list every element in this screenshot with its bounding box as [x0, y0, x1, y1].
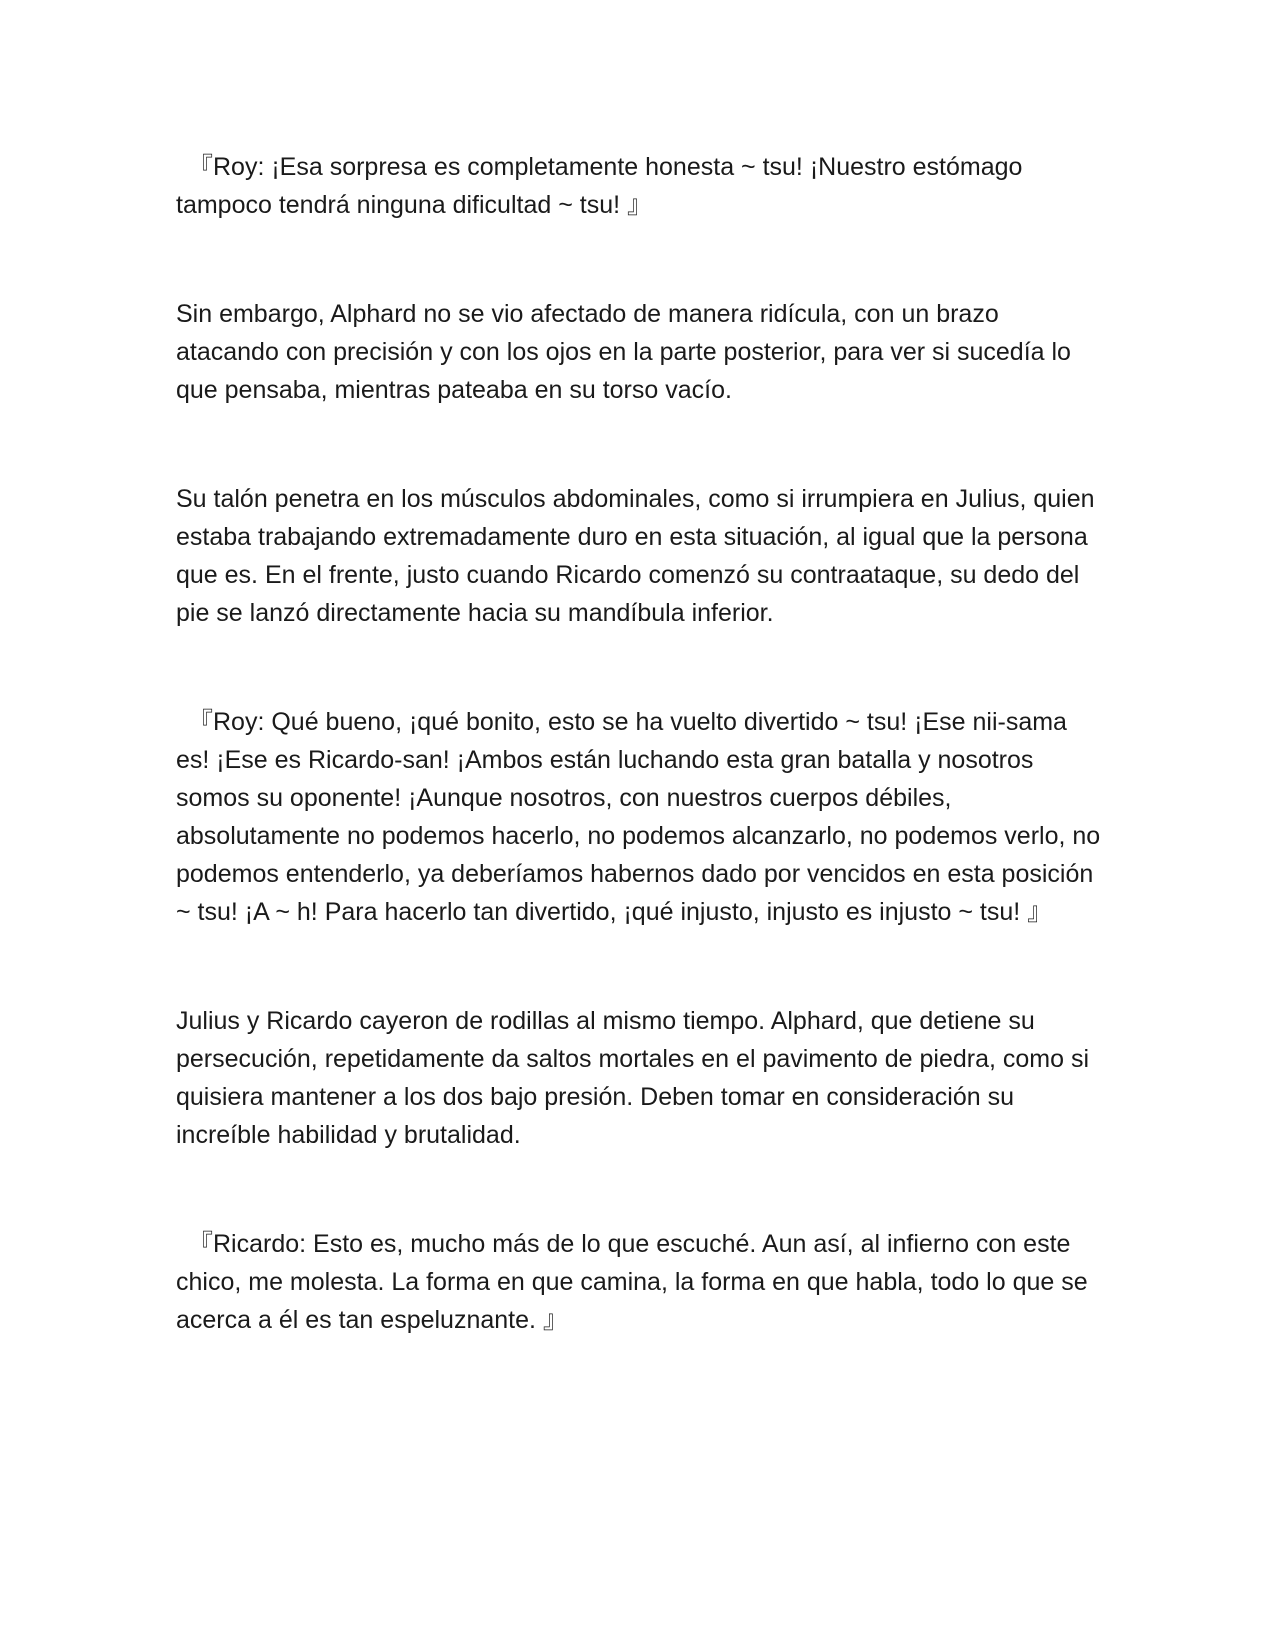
- dialogue-roy-2: 『Roy: Qué bueno, ¡qué bonito, esto se ha vuelto divertido ~ tsu! ¡Ese nii-sama es! ¡Ese es Ricardo-san! ¡Ambos están luchando esta gran batalla y nosotros somos su oponente! ¡Aunque nosotros, con nuestros cuerpos débiles, absolutamente no podemos hacerlo, no podemos alcanzarlo, no podemos verlo, no podemos entenderlo, ya deberíamos habernos dado por vencidos en esta posición ~ tsu! ¡A ~ h! Para hacerlo tan divertido, ¡qué injusto, injusto es injusto ~ tsu! 』: [176, 708, 1101, 926]
- dialogue-ricardo: 『Ricardo: Esto es, mucho más de lo que escuché. Aun así, al infierno con este chico, me molesta. La forma en que camina, la forma en que habla, todo lo que se acerca a él es tan espeluznante. 』: [176, 1230, 1088, 1334]
- narration-paragraph-3: Julius y Ricardo cayeron de rodillas al mismo tiempo. Alphard, que detiene su persecución, repetidamente da saltos mortales en el pavimento de piedra, como si quisiera mantener a los dos bajo presión. Deben tomar en consideración su increíble habilidad y brutalidad.: [176, 1007, 1090, 1149]
- dialogue-roy-1: 『Roy: ¡Esa sorpresa es completamente honesta ~ tsu! ¡Nuestro estómago tampoco tendrá ninguna dificultad ~ tsu! 』: [176, 153, 1023, 219]
- narration-paragraph-1: Sin embargo, Alphard no se vio afectado de manera ridícula, con un brazo atacando con precisión y con los ojos en la parte posterior, para ver si sucedía lo que pensaba, mientras pateaba en su torso vacío.: [176, 300, 1071, 404]
- text-column: [176, 148, 1106, 1410]
- narration-paragraph-2: Su talón penetra en los músculos abdominales, como si irrumpiera en Julius, quien estaba trabajando extremadamente duro en esta situación, al igual que la persona que es. En el frente, justo cuando Ricardo comenzó su contraataque, su dedo del pie se lanzó directamente hacia su mandíbula inferior.: [176, 485, 1095, 627]
